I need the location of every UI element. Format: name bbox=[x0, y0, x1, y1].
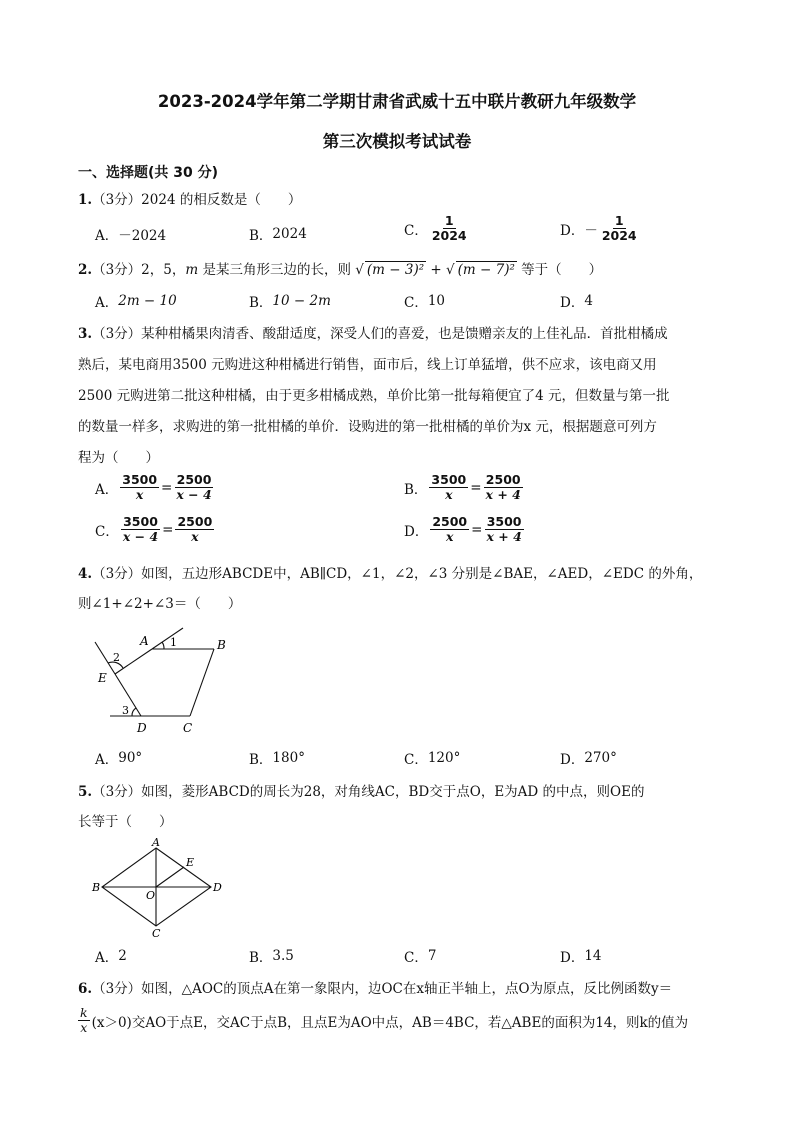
segment-ea bbox=[115, 649, 152, 674]
q4-option-b[interactable] bbox=[249, 748, 305, 768]
question-6-line2: $\frac{k}{x}$ (x＞0)交AO于点E，交AC于点B，且点E为AO中点，AB＝4BC，若△ABE的面积为14，则k的值为 bbox=[80, 1005, 689, 1036]
angle-1-arc bbox=[162, 642, 164, 649]
question-number: 2. bbox=[78, 262, 93, 278]
question-4-line1: 4.（3分）如图，五边形ABCDE中，AB∥CD，∠1，∠2，∠3 分别是∠BAE，∠AED，∠EDC 的外角， bbox=[78, 566, 703, 582]
option-text: 2m − 10 bbox=[118, 293, 177, 309]
option-label: D． bbox=[404, 523, 429, 540]
option-text: －2024 bbox=[118, 228, 167, 244]
option-label: B． bbox=[249, 228, 273, 244]
option-label: A． bbox=[95, 295, 119, 311]
extension-ea bbox=[152, 628, 183, 649]
label-d: D bbox=[137, 721, 147, 735]
q2-option-b[interactable] bbox=[249, 291, 331, 311]
radicand: (m − 3)² bbox=[366, 262, 425, 278]
q3-option-c[interactable]: C． $\frac{3500}{x - 4}$ = $\frac{2500}{x}$ bbox=[95, 514, 213, 545]
question-number: 3. bbox=[78, 326, 93, 342]
question-number: 4. bbox=[78, 566, 93, 582]
option-text: 10 − 2m bbox=[272, 293, 331, 309]
q3-option-b[interactable]: B． $\frac{3500}{x}$ = $\frac{2500}{x + 4}$ bbox=[404, 472, 521, 503]
fraction: $\frac{3500}{x + 4}$ bbox=[486, 514, 522, 545]
option-label: D． bbox=[560, 950, 585, 966]
option-label: B． bbox=[249, 295, 273, 311]
question-text: （3分）2024 的相反数是（ ） bbox=[92, 192, 302, 208]
option-label: C． bbox=[404, 950, 428, 966]
option-text: 14 bbox=[584, 948, 602, 964]
extension-de bbox=[95, 642, 115, 674]
question-3-line2: 熟后，某电商用3500 元购进这种柑橘进行销售，面市后，线上订单猛增，供不应求，该电商又用 bbox=[78, 357, 657, 373]
q2-option-a[interactable] bbox=[95, 291, 177, 311]
question-2: 2.（3分）2，5，m 是某三角形三边的长，则 √ (m − 3)² + √ (m − 7)² 等于（ ） bbox=[78, 262, 603, 278]
option-label: D． bbox=[560, 752, 585, 768]
option-text: 180° bbox=[272, 750, 305, 766]
section-heading: 一、选择题(共 30 分) bbox=[78, 165, 219, 181]
label-a: A bbox=[152, 836, 160, 849]
q4-option-a[interactable] bbox=[95, 748, 142, 768]
label-e: E bbox=[186, 856, 195, 869]
question-3-line4: 的数量一样多，求购进的第一批柑橘的单价．设购进的第一批柑橘的单价为x 元，根据题意可列方 bbox=[78, 419, 657, 435]
fraction: $\frac{2500}{x - 4}$ bbox=[176, 472, 212, 503]
q3-option-a[interactable]: A． $\frac{3500}{x}$ = $\frac{2500}{x - 4}$ bbox=[95, 472, 212, 503]
option-label: D． bbox=[560, 222, 585, 239]
label-angle-3: 3 bbox=[122, 704, 129, 717]
option-label: D． bbox=[560, 295, 585, 311]
q2-option-d[interactable] bbox=[560, 291, 593, 311]
option-text: 2 bbox=[118, 948, 127, 964]
question-3-line5: 程为（ ） bbox=[78, 450, 159, 466]
option-label: C． bbox=[404, 222, 428, 239]
question-6-line1: 6.（3分）如图，△AOC的顶点A在第一象限内，边OC在x轴正半轴上，点O为原点，反比例函数y＝ bbox=[78, 981, 673, 997]
fraction: $\frac{1}{2024}$ bbox=[431, 213, 467, 244]
q1-option-d[interactable] bbox=[560, 214, 641, 244]
radicand: (m − 7)² bbox=[457, 262, 515, 278]
option-text: 7 bbox=[427, 948, 437, 964]
fraction-k-over-x: $\frac{k}{x}$ bbox=[80, 1005, 88, 1036]
option-text: 3.5 bbox=[272, 948, 294, 964]
question-1 bbox=[78, 188, 718, 208]
q2-option-c[interactable] bbox=[404, 291, 445, 311]
segment-bc bbox=[190, 649, 214, 716]
option-label: B． bbox=[249, 752, 273, 768]
q1-option-b[interactable] bbox=[249, 224, 307, 244]
fraction: $\frac{2500}{x}$ bbox=[177, 514, 213, 545]
option-label: A． bbox=[95, 752, 119, 768]
fraction: $\frac{3500}{x}$ bbox=[122, 472, 158, 503]
option-label: A． bbox=[95, 950, 119, 966]
fraction: $\frac{1}{2024}$ bbox=[601, 213, 637, 244]
question-3-line3: 2500 元购进第二批这种柑橘，由于更多柑橘成熟，单价比第一批每箱便宜了4 元，但数量与第一批 bbox=[78, 388, 670, 404]
label-a: A bbox=[140, 634, 149, 648]
q1-option-c[interactable] bbox=[404, 214, 471, 244]
option-label: B． bbox=[404, 481, 428, 498]
option-text: 4 bbox=[584, 293, 593, 309]
fraction: $\frac{2500}{x}$ bbox=[432, 514, 468, 545]
option-label: C． bbox=[404, 295, 428, 311]
label-o: O bbox=[146, 889, 156, 902]
option-label: C． bbox=[95, 523, 119, 540]
label-d: D bbox=[213, 881, 222, 894]
option-text: 90° bbox=[118, 750, 143, 766]
question-4-line2: 则∠1+∠2+∠3＝（ ） bbox=[78, 596, 242, 612]
question-number: 6. bbox=[78, 981, 93, 997]
fraction: $\frac{2500}{x + 4}$ bbox=[485, 472, 521, 503]
label-c: C bbox=[152, 927, 161, 938]
sqrt-symbol: √ bbox=[446, 262, 455, 278]
option-label: A． bbox=[95, 228, 119, 244]
q3-option-d[interactable]: D． $\frac{2500}{x}$ = $\frac{3500}{x + 4}$ bbox=[404, 514, 522, 545]
question-number: 1. bbox=[78, 192, 93, 208]
option-label: C． bbox=[404, 752, 428, 768]
label-b: B bbox=[92, 881, 101, 894]
option-text: 120° bbox=[427, 750, 461, 766]
question-number: 5. bbox=[78, 784, 93, 800]
question-5-line1: 5.（3分）如图，菱形ABCD的周长为28，对角线AC，BD交于点O，E为AD 的中点，则OE的 bbox=[78, 784, 645, 800]
fraction: $\frac{3500}{x}$ bbox=[431, 472, 467, 503]
option-text: 270° bbox=[584, 750, 617, 766]
angle-3-arc bbox=[132, 708, 136, 716]
pentagon-figure bbox=[85, 620, 245, 740]
option-label: A． bbox=[95, 481, 119, 498]
option-text: 10 bbox=[427, 293, 446, 309]
option-label: B． bbox=[249, 950, 273, 966]
label-c: C bbox=[183, 721, 193, 735]
option-text: 2024 bbox=[272, 226, 307, 242]
sqrt-symbol: √ bbox=[355, 262, 364, 278]
minus-sign: － bbox=[584, 222, 598, 239]
page-title: 2023-2024学年第二学期甘肃省武威十五中联片教研九年级数学 bbox=[157, 92, 637, 111]
segment-oe bbox=[156, 867, 184, 887]
q5-option-d[interactable] bbox=[560, 946, 602, 966]
q5-option-a[interactable] bbox=[95, 946, 127, 966]
page-subtitle: 第三次模拟考试试卷 bbox=[322, 132, 472, 151]
label-b: B bbox=[217, 638, 226, 652]
q4-option-c[interactable] bbox=[404, 748, 460, 768]
q5-option-c[interactable] bbox=[404, 946, 436, 966]
label-angle-1: 1 bbox=[170, 636, 177, 649]
label-e: E bbox=[98, 671, 107, 685]
question-3-line1: 3.（3分）某种柑橘果肉清香、酸甜适度，深受人们的喜爱，也是馈赠亲友的上佳礼品．首批柑橘成 bbox=[78, 326, 668, 342]
rhombus-figure bbox=[88, 836, 228, 938]
q4-option-d[interactable] bbox=[560, 748, 617, 768]
q1-option-a[interactable] bbox=[95, 224, 166, 244]
question-5-line2: 长等于（ ） bbox=[78, 814, 173, 830]
label-angle-2: 2 bbox=[113, 651, 120, 664]
fraction: $\frac{3500}{x - 4}$ bbox=[122, 514, 159, 545]
q5-option-b[interactable] bbox=[249, 946, 294, 966]
